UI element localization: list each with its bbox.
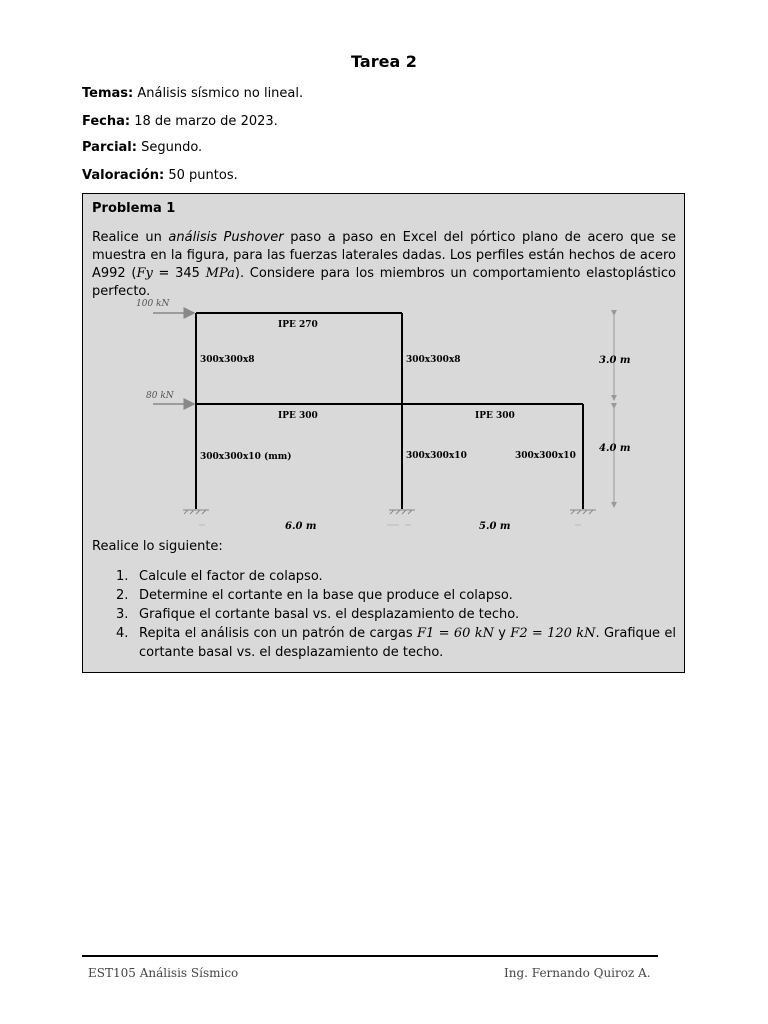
instruction-text: Realice lo siguiente: xyxy=(92,539,223,554)
meta-date: Fecha: 18 de marzo de 2023. xyxy=(82,114,278,129)
list-item: 2. Determine el cortante en la base que produce el colapso. xyxy=(116,588,513,603)
beam-label-right: IPE 300 xyxy=(475,411,515,421)
load-label-top: 100 kN xyxy=(136,299,170,309)
column-label-bottom-left: 300x300x10 (mm) xyxy=(200,452,292,462)
problem-box xyxy=(82,193,685,673)
frame-structure xyxy=(196,313,583,509)
footer-course: EST105 Análisis Sísmico xyxy=(88,966,239,980)
span-label-right: 5.0 m xyxy=(479,521,511,532)
height-label-top: 3.0 m xyxy=(599,355,631,366)
frame-figure xyxy=(83,294,683,534)
span-label-left: 6.0 m xyxy=(285,521,317,532)
task-list xyxy=(116,567,676,662)
height-label-bottom: 4.0 m xyxy=(599,443,631,454)
problem-statement: Realice un análisis Pushover paso a paso en Excel del pórtico plano de acero que se muestra en la figura, para las fuerzas laterales dadas. Los perfiles están hechos de acero A992 (Fy = 345 MPa). Considere para los miembros un comportamiento elastoplástico perfecto. xyxy=(92,230,676,299)
column-label-bottom-right: 300x300x10 xyxy=(515,451,576,461)
list-item: 3. Grafique el cortante basal vs. el desplazamiento de techo. xyxy=(116,607,520,622)
load-label-mid: 80 kN xyxy=(146,391,174,401)
footer-author: Ing. Fernando Quiroz A. xyxy=(504,966,651,980)
meta-topics: Temas: Análisis sísmico no lineal. xyxy=(82,86,304,101)
meta-partial: Parcial: Segundo. xyxy=(82,140,203,155)
beam-label-left: IPE 300 xyxy=(278,411,318,421)
fixed-supports xyxy=(183,510,596,514)
column-label-top-left: 300x300x8 xyxy=(200,355,255,365)
meta-score: Valoración: 50 puntos. xyxy=(82,168,238,183)
column-label-bottom-mid: 300x300x10 xyxy=(406,451,467,461)
column-label-top-right: 300x300x8 xyxy=(406,355,461,365)
list-item: 1. Calcule el factor de colapso. xyxy=(116,569,323,584)
list-item: 4. Repita el análisis con un patrón de cargas F1 = 60 kN y F2 = 120 kN. Grafique el cortante basal vs. el desplazamiento de techo. xyxy=(116,626,676,660)
page-title: Tarea 2 xyxy=(351,52,417,71)
footer-rule xyxy=(82,955,658,957)
beam-label-top: IPE 270 xyxy=(278,320,318,330)
problem-title: Problema 1 xyxy=(92,201,176,216)
